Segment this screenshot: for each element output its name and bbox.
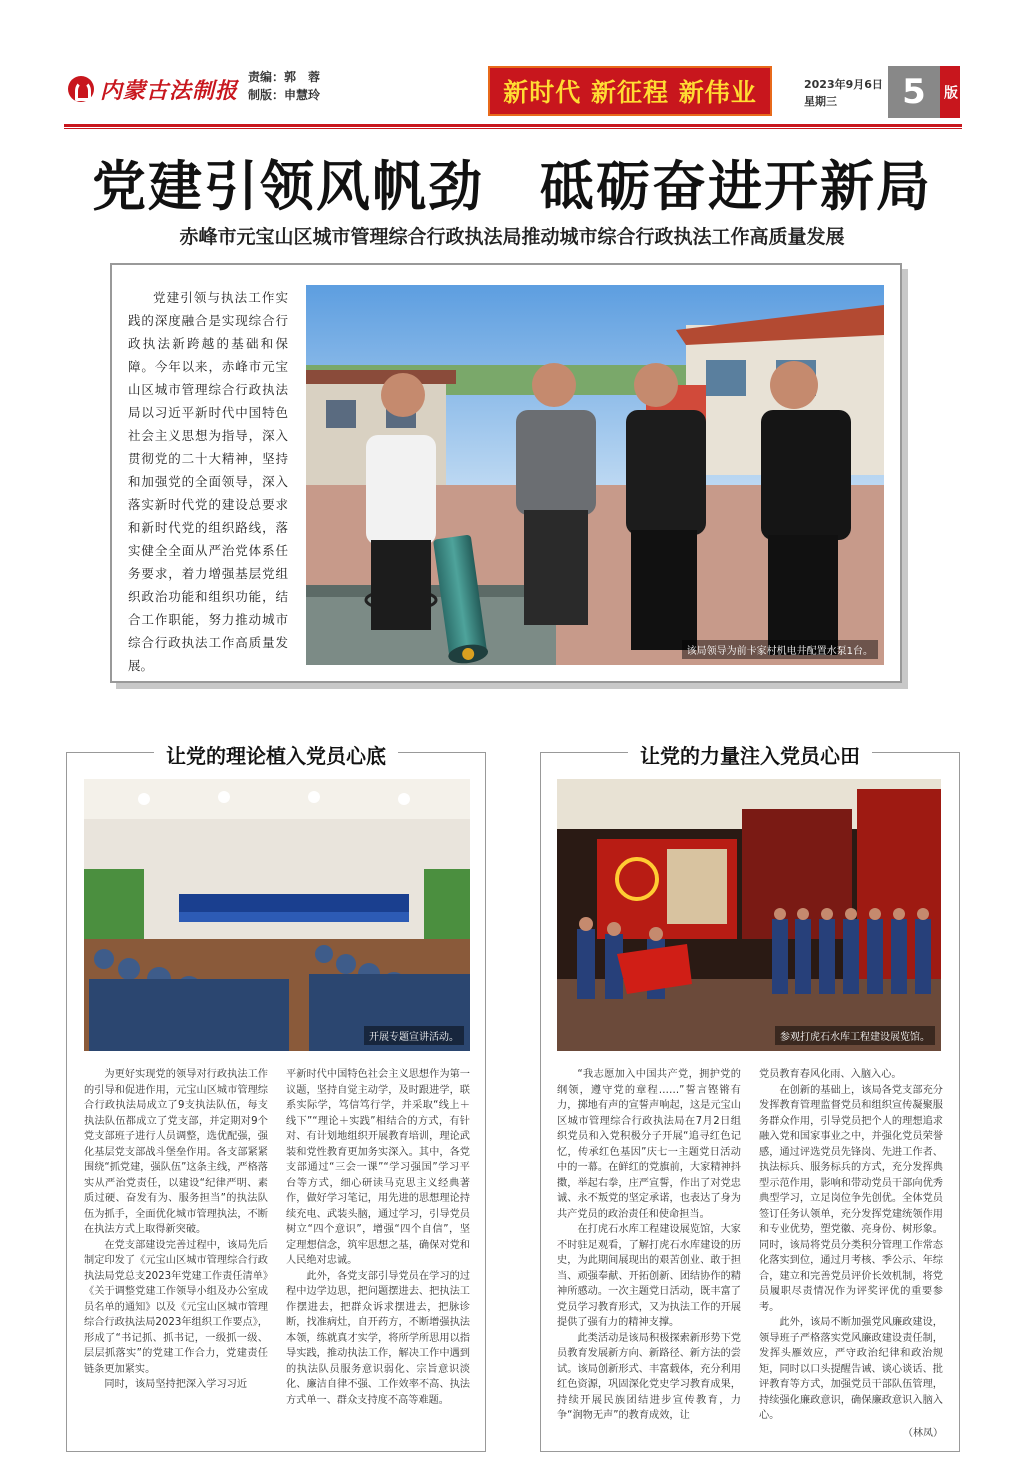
author-signature: （林凤） [903,1427,943,1439]
right-col1-para-1: “我志愿加入中国共产党，拥护党的纲领，遵守党的章程……”誓言铿锵有力，掷地有声的宣誓声响起，这是元宝山区城市管理综合行政执法局在7月2日组织党员和入党积极分子开展“追寻红色记忆，传承红色基因”庆七一主题党日活动中的一幕。在鲜红的党旗前，大家精神抖擞，举起右拳，庄严宣誓，作出了对党忠诚、永不叛党的坚定承诺，也表达了身为共产党员的政治责任和使命担当。 [557,1069,741,1220]
logo-emblem-icon [68,76,94,102]
photo-lecture-hall [84,779,470,1051]
left-section-header [66,740,486,769]
left-col1-para-2: 在党支部建设完善过程中，该局先后制定印发了《元宝山区城市管理综合行政执法局党总支2023年党建工作责任清单》《关于调整党建工作领导小组及办公室成员名单的通知》以及《元宝山区城市管理综合行政执法局2023年组织工作要点》，形成了“书记抓、抓书记，一级抓一级、层层抓落实”的党建工作合力，党建责任链条更加紧实。 [84,1239,268,1375]
lead-paragraph [128,286,288,677]
left-col2-para-2: 此外，各党支部引导党员在学习的过程中边学边思，把问题摆进去、把执法工作摆进去，把群众诉求摆进去，把脉诊断，找准病灶，自开药方，不断增强执法本领，练就真才实学，将所学所思用以指导实践，推动执法工作，解决工作中遇到的执法队员服务意识弱化、宗旨意识淡化、廉洁自律不强、工作效率不高、执法方式单一、群众支持度不高等难题。 [286,1270,470,1406]
left-col1-para-1: 为更好实现党的领导对行政执法工作的引导和促进作用，元宝山区城市管理综合行政执法局成立了9支执法队伍，每支执法队伍都成立了党支部，并定期对9个党支部班子进行人员调整，选优配强，强化基层党支部战斗堡垒作用。各支部紧紧围绕“抓党建，强队伍”这条主线，严格落实从严治党责任，以建设“纪律严明、素质过硬、奋发有为、服务担当”的执法队伍为抓手，全面优化城市管理执法，不断在执法方式上取得新突破。 [84,1069,268,1235]
subheadline: 赤峰市元宝山区城市管理综合行政执法局推动城市综合行政执法工作高质量发展 [179,226,845,248]
page-label: 版 [940,66,960,118]
photo-water-pump-illustration [306,285,884,665]
photo-exhibition-hall-illustration [557,779,941,1051]
logo-text: 内蒙古法制报 [100,77,239,104]
photo-lecture-hall-caption: 开展专题宣讲活动。 [364,1026,464,1045]
designer-line: 制版：申慧玲 [248,88,321,102]
left-col1-para-3: 同时，该局坚持把深入学习习近 [104,1379,248,1390]
left-section-title: 让党的理论植入党员心底 [154,744,398,768]
page-number: 5 [888,66,940,118]
column-banner [488,66,772,116]
right-col2-para-1: 党员教育春风化雨、入脑入心。 [759,1069,902,1080]
photo-water-pump-caption: 该局领导为前卡家村机电井配置水泵1台。 [682,640,878,659]
date-line: 2023年9月6日 [804,78,883,91]
left-column-2 [286,1067,470,1408]
left-column-1 [84,1067,268,1393]
right-col2-para-3: 此外，该局不断加强党风廉政建设，领导班子严格落实党风廉政建设责任制，发挥头雁效应，严守政治纪律和政治规矩，同时以口头提醒告诫、谈心谈话、批评教育等方式，加强党员干部队伍管理，持续强化廉政意识，确保廉政意识入脑入心。 [759,1317,943,1421]
right-section-header [540,740,960,769]
header-rule [64,124,962,127]
photo-exhibition-hall-caption: 参观打虎石水库工程建设展览馆。 [775,1026,935,1045]
editor-line: 责编：郭 蓉 [248,70,321,84]
newspaper-logo [68,72,238,106]
right-column-1 [557,1067,741,1424]
editor-credits [248,68,320,104]
issue-date [804,76,883,110]
left-col2-para-1: 平新时代中国特色社会主义思想作为第一议题，坚持自觉主动学，及时跟进学，联系实际学，笃信笃行学，并采取“线上＋线下”“理论＋实践”相结合的方式，有针对、有计划地组织开展教育培训，理论武装和党性教育更加务实深入。其中，各党支部通过“三会一课”“学习强国”学习平台等方式，细心研读马克思主义经典著作，做好学习笔记，用先进的思想理论持续充电、武装头脑，通过学习，引导党员树立“四个意识”，增强“四个自信”，坚定理想信念，筑牢思想之基，确保对党和人民绝对忠诚。 [286,1069,470,1266]
header-rule-thin [64,128,962,129]
right-col2-para-2: 在创新的基础上，该局各党支部充分发挥教育管理监督党员和组织宣传凝聚服务群众作用，引导党员把个人的理想追求融入党和国家事业之中，并强化党员荣誉感，通过评选党员先锋岗、先进工作者、执法标兵、服务标兵的方式，充分发挥典型示范作用，影响和带动党员干部向优秀典型学习，立足岗位争先创优。全体党员签订任务认领单，充分发挥党建统领作用和专业优势，塑党徽、亮身份、树形象。同时，该局将党员分类积分管理工作常态化落实到位，通过月考核、季公示、年综合，建立和完善党员评价长效机制，将党员履职尽责情况作为评奖评优的重要参考。 [759,1084,943,1313]
right-section-title: 让党的力量注入党员心田 [628,744,872,768]
banner-text: 新时代 新征程 新伟业 [503,78,757,107]
weekday-line: 星期三 [804,95,837,108]
photo-water-pump [306,285,884,665]
right-col1-para-2: 在打虎石水库工程建设展览馆，大家不时驻足观看，了解打虎石水库建设的历史，为此期间展现出的艰苦创业、敢于担当、顽强奉献、开拓创新、团结协作的精神所感动。一次主题党日活动，既丰富了党员学习教育形式，又为执法工作的开展提供了强有力的精神支撑。 [557,1224,741,1328]
right-column-2 [759,1067,943,1441]
headline: 党建引领风帆劲 砥砺奋进开新局 [92,154,932,218]
photo-exhibition-hall [557,779,941,1051]
lead-text: 党建引领与执法工作实践的深度融合是实现综合行政执法新跨越的基础和保障。今年以来，赤峰市元宝山区城市管理综合行政执法局以习近平新时代中国特色社会主义思想为指导，深入贯彻党的二十大精神，坚持和加强党的全面领导，深入落实新时代党的建设总要求和新时代党的组织路线，落实健全全面从严治党体系任务要求，着力增强基层党组织政治功能和组织功能，结合工作职能，努力推动城市综合行政执法工作高质量发展。 [128,290,288,673]
photo-lecture-hall-illustration [84,779,470,1051]
right-col1-para-3: 此类活动是该局积极探索新形势下党员教育发展新方向、新路径、新方法的尝试。该局创新形式、丰富载体，充分利用红色资源，巩固深化党史学习教育成果，持续开展民族团结进步宣传教育，力争“润物无声”的教育成效，让 [557,1332,741,1421]
